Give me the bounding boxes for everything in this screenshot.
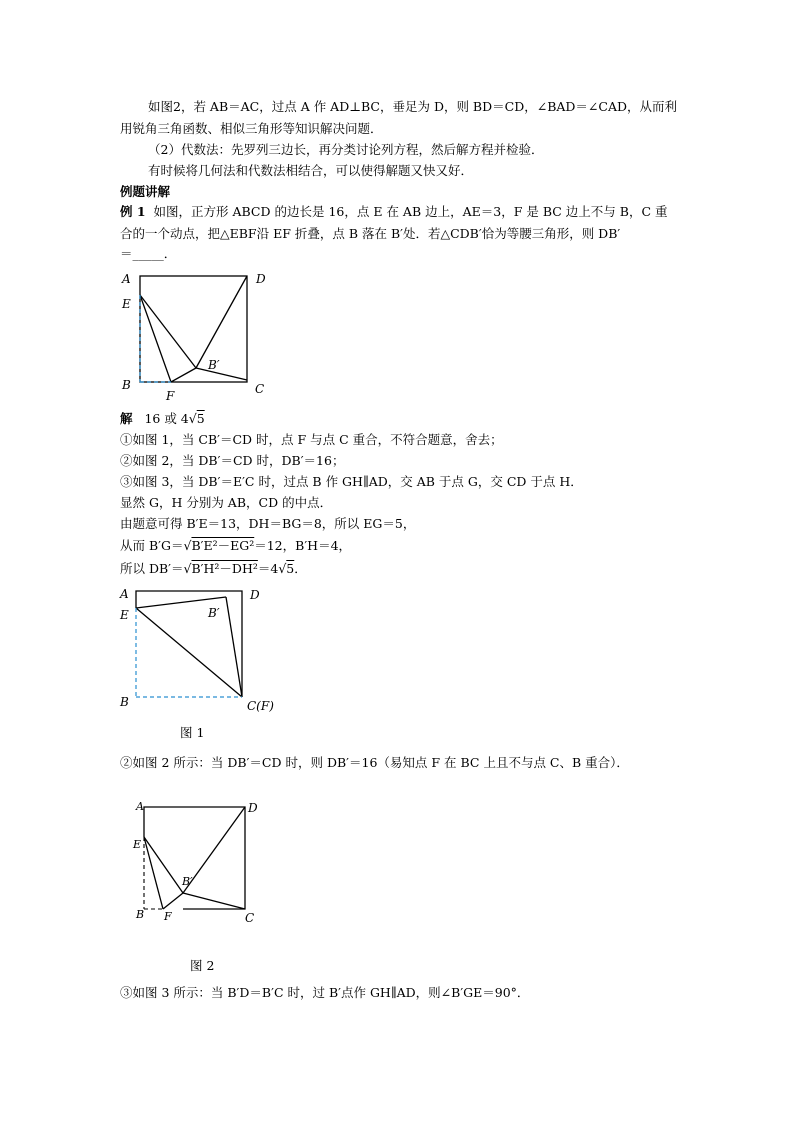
step-7-radicand-2: 5 [286, 561, 295, 576]
main-label-c: C [255, 382, 265, 396]
radical-sign: √ [183, 538, 192, 553]
solution-label: 解 [120, 411, 133, 426]
fig2-segment-fb [163, 893, 183, 909]
fig2-label-d: D [248, 801, 258, 815]
radical-sign: √ [183, 561, 192, 576]
step-7-prefix: 所以 DB′＝ [120, 561, 184, 576]
main-label-bprime: B′ [208, 358, 220, 372]
fig2-segment-db [183, 807, 245, 893]
para-1-line-2: 用锐角三角函数、相似三角形等知识解决问题． [120, 121, 383, 136]
fig2-label-b: B [136, 908, 145, 921]
example-label: 例 1 [120, 204, 146, 219]
solution-step-4: 显然 G，H 分别为 AB，CD 的中点． [120, 495, 333, 510]
fig1-label-d: D [250, 588, 260, 602]
solution-answer-text: 16 或 4 [144, 411, 189, 426]
solution-step-5: 由题意可得 B′E＝13，DH＝BG＝8，所以 EG＝5， [120, 516, 416, 531]
solution-answer-radicand: 5 [196, 411, 205, 426]
para-algebraic-method: （2）代数法：先罗列三边长，再分类讨论列方程，然后解方程并检验． [148, 142, 544, 157]
radical-sign: √ [278, 561, 287, 576]
note-case-3: ③如图 3 所示：当 B′D＝B′C 时，过 B′点作 GH∥AD，则∠B′GE＝90°． [120, 985, 530, 1000]
step-6-prefix: 从而 B′G＝ [120, 538, 184, 553]
step-7-radicand: B′H²－DH² [191, 561, 258, 576]
solution-step-3: ③如图 3，当 DB′＝E′C 时，过点 B 作 GH∥AD，交 AB 于点 G，交 CD 于点 H． [120, 474, 583, 489]
step-7-mid: ＝4 [257, 561, 279, 576]
solution-step-1: ①如图 1，当 CB′＝CD 时，点 F 与点 C 重合，不符合题意，舍去； [120, 432, 503, 447]
fig2-segment-cb [183, 893, 245, 909]
fig2-label-c: C [245, 911, 255, 925]
fig2-label-bprime: B′ [182, 875, 193, 888]
fig2-label-f: F [164, 910, 172, 923]
fig2-label-e: E [133, 838, 142, 851]
section-heading: 例题讲解 [120, 184, 171, 199]
fig1-label-b: B [120, 695, 129, 709]
figure-1-caption: 图 1 [180, 725, 205, 740]
example-1-line-3: ＝_____． [120, 246, 177, 261]
fig1-label-c: C(F) [247, 699, 274, 713]
fig2-fold-line-ef [144, 837, 163, 909]
para-1-line-1: 如图2，若 AB＝AC，过点 A 作 AD⊥BC，垂足为 D，则 BD＝CD，∠BAD＝∠CAD，从而利 [148, 99, 678, 114]
step-7-suffix: ． [294, 561, 307, 576]
step-6-suffix: ＝12，B′H＝4， [254, 538, 352, 553]
radical-sign: √ [188, 411, 197, 426]
step-6-radicand: B′E²－EG² [191, 538, 255, 553]
main-label-d: D [256, 272, 266, 286]
para-combine-methods: 有时候将几何法和代数法相结合，可以使得解题又快又好． [148, 163, 474, 178]
main-label-f: F [166, 389, 175, 403]
fig2-segment-eb [144, 837, 183, 893]
figure-2-caption: 图 2 [190, 958, 215, 973]
solution-step-2: ②如图 2，当 DB′＝CD 时，DB′＝16； [120, 453, 345, 468]
fig2-label-a: A [136, 800, 144, 813]
main-label-b: B [122, 378, 131, 392]
note-case-2: ②如图 2 所示：当 DB′＝CD 时，则 DB′＝16（易知点 F 在 BC 上且不与点 C、B 重合）． [120, 755, 629, 770]
fig1-label-bprime: B′ [208, 606, 220, 620]
fig1-label-e: E [120, 608, 129, 622]
example-1-text: 如图，正方形 ABCD 的边长是 16，点 E 在 AB 边上，AE＝3，F 是 BC 边上不与 B，C 重 [153, 204, 668, 219]
fig1-label-a: A [120, 587, 129, 601]
example-1-line-2: 合的一个动点，把△EBF沿 EF 折叠，点 B 落在 B′处．若△CDB′恰为等腰三角形，则 DB′ [120, 226, 621, 241]
main-label-a: A [122, 272, 131, 286]
main-label-e: E [122, 297, 131, 311]
